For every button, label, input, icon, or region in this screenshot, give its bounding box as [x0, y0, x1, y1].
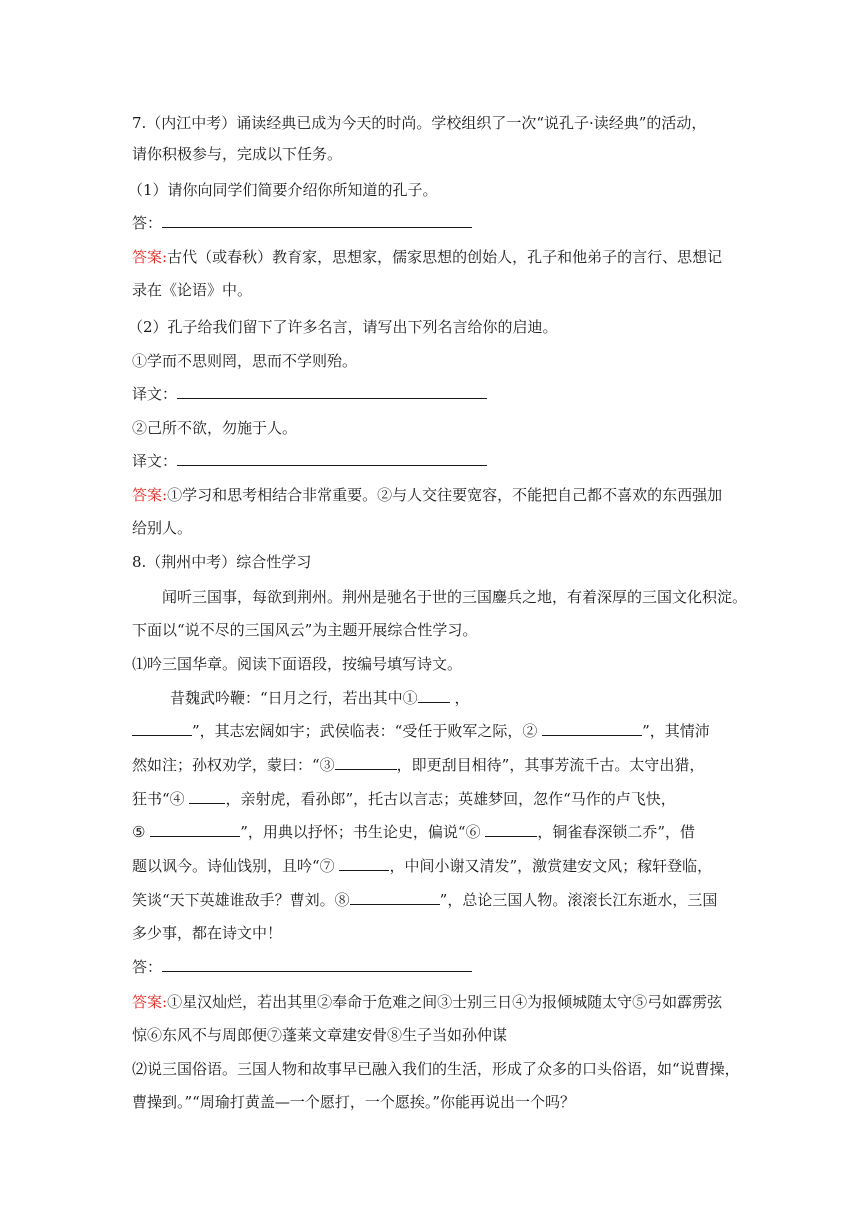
q7-answer-line — [132, 213, 732, 233]
answer-text: ①星汉灿烂，若出其里②奉命于危难之间③士别三日④为报倾城随太守⑤弓如霹雳弦 — [167, 993, 723, 1011]
blank-8[interactable] — [350, 890, 440, 905]
translate-prefix: 译文： — [132, 385, 178, 403]
q7-answer2-line2: 给别人。 — [132, 519, 193, 537]
answer-prefix: 答： — [132, 958, 163, 976]
q8-text-line1 — [170, 688, 770, 708]
blank-1[interactable] — [418, 688, 450, 703]
q8-text-line3 — [132, 755, 732, 775]
q7-stem-line2: 请你积极参与，完成以下任务。 — [132, 145, 343, 163]
answer-label: 答案: — [132, 993, 168, 1011]
q7-quote1: ①学而不思则罔，思而不学则殆。 — [132, 352, 358, 370]
answer-blank[interactable] — [162, 213, 472, 228]
q7-answer2-line1 — [132, 485, 732, 505]
q7-quote2: ②己所不欲，勿施于人。 — [132, 419, 298, 437]
q7-answer1-line2: 录在《论语》中。 — [132, 281, 253, 299]
text-segment: 狂书“④ — [132, 790, 185, 808]
text-segment: ”，其志宏阔如宇；武侯临表：“受任于败军之际，② — [192, 722, 538, 740]
q7-stem-line1: 7.（内江中考）诵读经典已成为今天的时尚。学校组织了一次“说孔子·读经典”的活动， — [132, 114, 707, 132]
translate-blank[interactable] — [177, 451, 487, 466]
text-segment: ， — [454, 689, 470, 707]
blank-1-continued[interactable] — [132, 721, 192, 736]
q7-translate1-line — [132, 384, 732, 404]
blank-5[interactable] — [150, 822, 240, 837]
q8-text-line5 — [132, 822, 732, 842]
translate-prefix: 译文： — [132, 452, 178, 470]
q8-text-line2 — [132, 721, 732, 741]
answer-label: 答案: — [132, 486, 168, 504]
answer-prefix: 答： — [132, 214, 163, 232]
blank-2[interactable] — [542, 721, 642, 736]
text-segment: 题以讽今。诗仙饯别，且吟“⑦ — [132, 857, 335, 875]
q7-part2: （2）孔子给我们留下了许多名言，请写出下列名言给你的启迪。 — [128, 318, 558, 336]
q8-part1: ⑴吟三国华章。阅读下面语段，按编号填写诗文。 — [132, 655, 463, 673]
blank-6[interactable] — [485, 822, 537, 837]
q8-part2-line1: ⑵说三国俗语。三国人物和故事早已融入我们的生活，形成了众多的口头俗语，如“说曹操， — [132, 1060, 740, 1078]
text-segment: 昔魏武吟鞭：“日月之行，若出其中① — [170, 689, 418, 707]
answer-text: ①学习和思考相结合非常重要。②与人交往要宽容，不能把自己都不喜欢的东西强加 — [167, 486, 723, 504]
text-segment: ”，其情沛 — [642, 722, 710, 740]
q8-answer-line — [132, 957, 732, 977]
q8-intro-line1: 闻听三国事，每欲到荆州。荆州是驰名于世的三国鏖兵之地，有着深厚的三国文化积淀。 — [162, 588, 748, 606]
text-segment: ”，总论三国人物。滚滚长江东逝水，三国 — [439, 891, 718, 909]
text-segment: 笑谈“天下英雄谁敌手？曹刘。⑧ — [132, 891, 350, 909]
text-segment: 然如注；孙权劝学，蒙曰：“③ — [132, 756, 335, 774]
q8-answer-line1 — [132, 992, 732, 1012]
q8-answer-line2: 惊⑥东风不与周郎便⑦蓬莱文章建安骨⑧生子当如孙仲谋 — [132, 1026, 508, 1044]
answer-blank[interactable] — [162, 957, 472, 972]
text-segment: ，中间小谢又清发”，激赏建安文风；稼轩登临， — [389, 857, 713, 875]
q8-text-line7 — [132, 890, 732, 910]
q7-answer1-line1 — [132, 247, 732, 267]
q8-intro-line2: 下面以“说不尽的三国风云”为主题开展综合性学习。 — [132, 621, 478, 639]
text-segment: ，亲射虎，看孙郎”，托古以言志；英雄梦回，忽作“马作的卢飞快， — [225, 790, 676, 808]
text-segment: ⑤ — [132, 823, 146, 841]
translate-blank[interactable] — [177, 384, 487, 399]
blank-7[interactable] — [339, 856, 389, 871]
q8-text-line8: 多少事，都在诗文中！ — [132, 924, 283, 942]
answer-text: 古代（或春秋）教育家，思想家，儒家思想的创始人，孔子和他弟子的言行、思想记 — [167, 248, 723, 266]
q8-title: 8.（荆州中考）综合性学习 — [132, 553, 312, 571]
q8-part2-line2: 曹操到。”“周瑜打黄盖—一个愿打，一个愿挨。”你能再说出一个吗？ — [132, 1093, 576, 1111]
q7-translate2-line — [132, 451, 732, 471]
blank-3[interactable] — [335, 755, 397, 770]
q7-part1: （1）请你向同学们简要介绍你所知道的孔子。 — [128, 181, 438, 199]
text-segment: ”，用典以抒怀；书生论史，偏说“⑥ — [240, 823, 481, 841]
q8-text-line6 — [132, 856, 732, 876]
text-segment: ，即更刮目相待”，其事芳流千古。太守出猎， — [396, 756, 705, 774]
answer-label: 答案: — [132, 248, 168, 266]
blank-4[interactable] — [189, 789, 225, 804]
q8-text-line4 — [132, 789, 732, 809]
text-segment: ，铜雀春深锁二乔”，借 — [537, 823, 696, 841]
